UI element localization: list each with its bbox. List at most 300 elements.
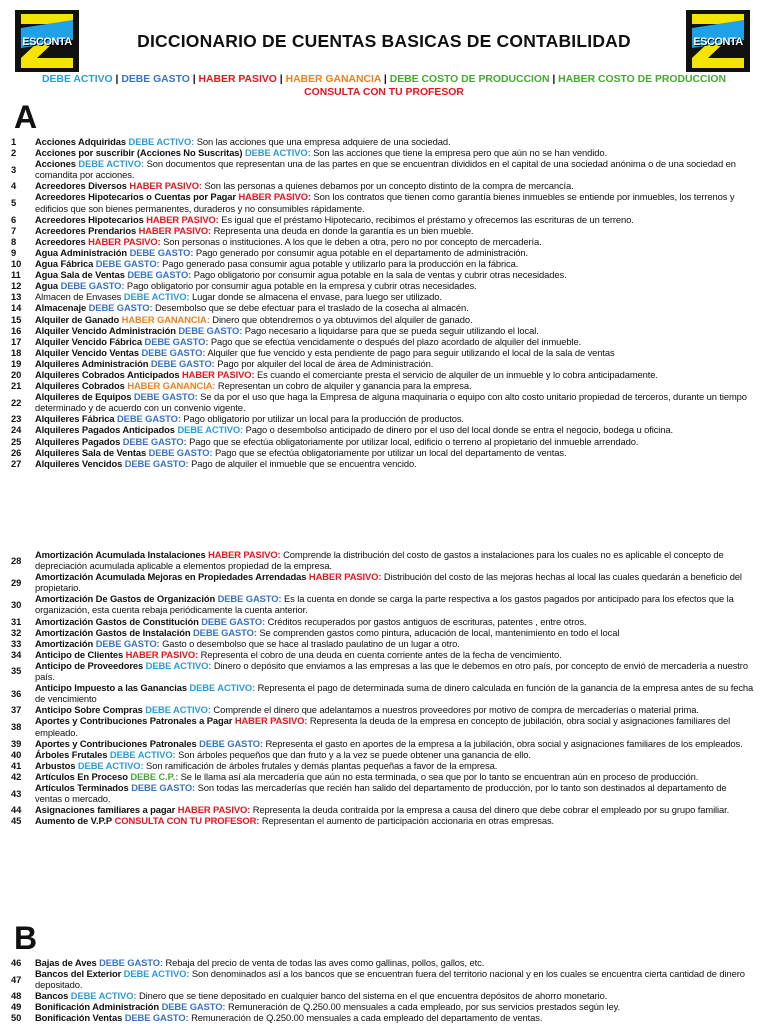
entry-definition: Remuneración de Q.250.00 mensuales a cada empleado, por sus servicios prestados según ley. (227, 1001, 621, 1013)
entry-category: DEBE ACTIVO: (145, 659, 212, 671)
entry-body (35, 804, 755, 815)
entry-number: 32 (11, 626, 22, 638)
entry-body (35, 180, 755, 191)
entry-row (0, 325, 768, 336)
entry-definition: Son denominados así a los bancos que se encuentran fuera del territorio nacional y en los cuales se encuentra cierta cantidad de dinero depositado. (35, 968, 745, 991)
category-legend (0, 73, 768, 99)
entry-definition: Distribución del costo de las mejoras hechas al local las cuales quedarán a beneficio del propietario. (35, 571, 742, 594)
entry-category: HABER PASIVO: (146, 213, 219, 225)
entry-term: Acciones por suscribir (Acciones No Suscritas) (35, 147, 243, 159)
entry-row (0, 236, 768, 247)
entry-category: HABER PASIVO: (88, 235, 161, 247)
entry-category: DEBE ACTIVO: (177, 424, 244, 436)
entry-row (0, 616, 768, 627)
entry-number: 46 (11, 957, 22, 968)
entry-term: Alquiler Vencido Ventas (35, 346, 139, 358)
entry-number: 42 (11, 770, 22, 782)
entry-row (0, 638, 768, 649)
entry-term: Bonificación Ventas (35, 1012, 123, 1024)
entry-category: HABER PASIVO: (238, 191, 311, 203)
entry-number: 8 (11, 235, 17, 247)
entry-definition: Son los contratos que tienen como garantía bienes inmuebles se entiende por inmuebles, los terrenos y edificios que son bienes permanentes, duraderos y no consumibles rápidamente. (35, 191, 735, 214)
legend-separator: | (383, 74, 387, 85)
legend-separator: | (279, 74, 283, 85)
entry-definition: Pago obligatorio por utilizar un local para la producción de productos. (183, 413, 464, 425)
entry-term: Arbustos (35, 759, 76, 771)
entry-definition: Son las personas a quienes debamos por un concepto distinto de la compra de mercancía. (204, 180, 574, 192)
entry-definition: Se le llama así ala mercadería que aún no esta terminada, o sea que por lo tanto se encuentran aún en proceso de producción. (180, 770, 699, 782)
entry-definition: Dinero que se tiene depositado en cualquier banco del sistema en el que encuentra depósitos de ahorro monetario. (138, 990, 608, 1002)
entry-category: DEBE GASTO: (217, 593, 282, 605)
entry-definition: Representan el aumento de participación accionaria en otras empresas. (261, 815, 555, 827)
entry-definition: Pago o desembolso anticipado de dinero por el uso del local donde se entra el negocio, bodega u oficina. (245, 424, 674, 436)
entry-category: DEBE GASTO: (95, 637, 160, 649)
entry-list-a-2 (0, 549, 768, 826)
entry-definition: Representa la deuda de la empresa en concepto de jubilación, obra social y asignaciones familiares del empleado. (35, 715, 731, 738)
entry-term: Acreedores (35, 235, 86, 247)
entry-term: Acciones (35, 158, 76, 170)
entry-term: Amortización Acumulada Instalaciones (35, 549, 206, 560)
entry-body (35, 738, 755, 749)
entry-definition: Representan un cobro de alquiler y ganancia para la empresa. (217, 380, 472, 392)
entry-body (35, 280, 755, 291)
entry-list-b-1 (0, 957, 768, 1024)
entry-category: HABER PASIVO: (125, 648, 199, 660)
entry-row (0, 649, 768, 660)
entry-number: 18 (11, 346, 22, 358)
entry-term: Agua (35, 280, 59, 292)
entry-category: DEBE GASTO: (144, 335, 209, 347)
entry-body (35, 236, 755, 247)
entry-row (0, 1001, 768, 1012)
legend-haber-ganancia: HABER GANANCIA (285, 74, 382, 85)
legend-line-1 (0, 73, 768, 86)
entry-category: DEBE ACTIVO: (70, 990, 137, 1002)
legend-separator: | (192, 74, 196, 85)
entry-definition: Comprende el dinero que adelantamos a nuestros proveedores por motivo de compra de mercaderías o material prima. (213, 704, 699, 716)
entry-term: Artículos Terminados (35, 781, 129, 793)
entry-row (0, 749, 768, 760)
entry-number: 1 (11, 136, 17, 147)
entry-term: Almacen de Envases (35, 291, 122, 303)
entry-definition: Son todas las mercaderías que recién han salido del departamento de producción, por lo tanto son destinados al departamento de ventas o mercado. (35, 781, 727, 805)
entry-definition: Es cuando el comerciante presta el servicio de alquiler de un inmueble y lo cobra anticipadamente. (257, 368, 658, 380)
entry-term: Anticipo Sobre Compras (35, 704, 143, 716)
entry-body (35, 424, 755, 435)
entry-number: 40 (11, 748, 22, 760)
entry-row (0, 738, 768, 749)
entry-category: HABER PASIVO: (208, 549, 281, 560)
entry-body (35, 291, 755, 302)
entry-number: 23 (11, 413, 22, 425)
entry-body (35, 347, 755, 358)
logo-text: ESCONTA (693, 36, 743, 48)
entry-category: DEBE ACTIVO: (128, 136, 195, 147)
entry-body (35, 214, 755, 225)
entry-term: Bonificación Administración (35, 1001, 160, 1013)
entry-definition: Es igual que el préstamo Hipotecario, recibimos el préstamo y ofrecemos las escrituras de un terreno. (221, 213, 634, 225)
entry-definition: Representa el pago de determinada suma de dinero calculada en función de la ganancia de la empresa antes de su fecha de vencimiento (35, 682, 754, 705)
entry-number: 7 (11, 224, 17, 236)
entry-term: Acreedores Prendarios (35, 224, 137, 236)
entry-body (35, 704, 755, 715)
entry-body (35, 269, 755, 280)
entry-category: DEBE GASTO: (178, 324, 243, 336)
entry-number: 35 (11, 665, 22, 677)
entry-category: DEBE GASTO: (161, 1001, 226, 1013)
entry-row (0, 380, 768, 391)
entry-category: DEBE GASTO: (124, 457, 189, 469)
entry-number: 2 (11, 147, 17, 159)
entry-term: Aportes y Contribuciones Patronales (35, 737, 197, 749)
entry-definition: Lugar donde se almacena el envase, para luego ser utilizado. (191, 291, 442, 303)
entry-row (0, 225, 768, 236)
entry-number: 34 (11, 648, 22, 660)
entry-definition: Pago generado pasa consumir agua potable y utilizarlo para la producción en la fábrica. (162, 258, 519, 270)
entry-body (35, 660, 755, 682)
entry-row (0, 180, 768, 191)
entry-category: DEBE ACTIVO: (78, 158, 145, 170)
entry-definition: Son árboles pequeños que dan fruto y a la vez se puede obtener una ganancia de ello. (178, 748, 531, 760)
entry-number: 15 (11, 313, 22, 325)
entry-term: Acciones Adquiridas (35, 136, 127, 147)
entry-term: Alquileres Cobrados (35, 380, 125, 392)
entry-category: DEBE GASTO: (141, 346, 206, 358)
entry-category: DEBE C.P.: (130, 770, 179, 782)
entry-definition: Representa el cobro de una deuda en cuenta corriente antes de la fecha de vencimiento. (200, 648, 562, 660)
entry-category: HABER GANANCIA: (127, 380, 216, 392)
entry-definition: Representa el gasto en aportes de la empresa a la jubilación, obra social y asignaciones familiares de los empleados. (265, 737, 743, 749)
entry-term: Amortización (35, 637, 94, 649)
entry-row (0, 660, 768, 682)
entry-term: Artículos En Proceso (35, 770, 128, 782)
entry-term: Alquiler Vencido Fábrica (35, 335, 143, 347)
entry-number: 11 (11, 269, 21, 281)
entry-definition: Remuneración de Q.250.00 mensuales a cada empleado del departamento de ventas. (191, 1012, 543, 1024)
entry-category: DEBE GASTO: (129, 246, 194, 258)
entry-category: DEBE GASTO: (193, 626, 257, 638)
entry-definition: Pago de alquiler el inmueble que se encuentra vencido. (191, 457, 417, 469)
entry-term: Alquileres Vencidos (35, 457, 123, 469)
entry-row (0, 715, 768, 737)
entry-body (35, 771, 755, 782)
entry-definition: Desembolso que se debe efectuar para el traslado de la cosecha al almacén. (155, 302, 469, 314)
entry-body (35, 682, 755, 704)
legend-haber-pasivo: HABER PASIVO (198, 74, 277, 85)
entry-body (35, 549, 755, 571)
entry-category: DEBE GASTO: (124, 1012, 189, 1024)
entry-number: 41 (11, 759, 22, 771)
entry-definition: Representa una deuda en donde la garantía es un bien mueble. (213, 224, 474, 236)
entry-term: Agua Administración (35, 246, 128, 258)
entry-category: DEBE GASTO: (60, 280, 125, 292)
entry-category: DEBE GASTO: (117, 413, 181, 425)
entry-body (35, 782, 755, 804)
entry-number: 16 (11, 324, 22, 336)
entry-definition: Pago necesario a liquidarse para que se pueda seguir utilizando el local. (244, 324, 539, 336)
entry-category: DEBE ACTIVO: (145, 704, 211, 716)
entry-category: DEBE GASTO: (127, 269, 192, 281)
entry-definition: Representa la deuda contraída por la empresa a causa del dinero que debe cobrar el empleado por su grupo familiar. (252, 804, 730, 816)
entry-category: HABER PASIVO: (138, 224, 212, 236)
entry-body (35, 627, 755, 638)
entry-row (0, 347, 768, 358)
entry-term: Bancos del Exterior (35, 968, 122, 980)
entry-body (35, 1012, 755, 1023)
entry-row (0, 990, 768, 1001)
entry-number: 17 (11, 335, 22, 347)
entry-definition: Pago obligatorio por consumir agua potable en la sala de ventas y cubrir otras necesidades. (193, 269, 567, 281)
legend-separator: | (115, 74, 119, 85)
entry-row (0, 247, 768, 258)
entry-body (35, 571, 755, 593)
entry-row (0, 413, 768, 424)
entry-row (0, 760, 768, 771)
entry-definition: Se da por el uso que haga la Empresa de alguna maquinaria o equipo con alto costo unitario propiedad de terceros, durante un tiempo determinado y de acuerdo con un convenio vigente. (35, 391, 747, 414)
entry-row (0, 571, 768, 593)
entry-row (0, 627, 768, 638)
entry-body (35, 147, 755, 158)
legend-debe-activo: DEBE ACTIVO (42, 74, 113, 85)
entry-category: DEBE GASTO: (199, 737, 263, 749)
entry-number: 27 (11, 457, 22, 469)
entry-body (35, 749, 755, 760)
entry-category: DEBE GASTO: (148, 446, 213, 458)
entry-body (35, 247, 755, 258)
entry-body (35, 314, 755, 325)
entry-number: 4 (11, 180, 17, 192)
entry-category: DEBE GASTO: (131, 781, 196, 793)
legend-haber-costo: HABER COSTO DE PRODUCCION (558, 74, 726, 85)
entry-row (0, 214, 768, 225)
entry-term: Alquileres Pagados (35, 435, 121, 447)
entry-term: Alquileres Fábrica (35, 413, 115, 425)
entry-category: DEBE GASTO: (99, 957, 163, 968)
entry-category: HABER PASIVO: (177, 804, 251, 816)
entry-body (35, 458, 755, 469)
entry-number: 10 (11, 258, 22, 270)
entry-body (35, 715, 755, 737)
entry-term: Acreedores Diversos (35, 180, 127, 192)
entry-definition: Se comprenden gastos como pintura, aducación de local, mantenimiento en todo el local (259, 626, 620, 638)
entry-body (35, 369, 755, 380)
entry-category: HABER GANANCIA: (121, 313, 210, 325)
entry-category: CONSULTA CON TU PROFESOR: (114, 815, 260, 827)
entry-row (0, 147, 768, 158)
entry-term: Alquileres Pagados Anticipados (35, 424, 175, 436)
entry-definition: Comprende la distribución del costo de gastos a instalaciones para los cuales no es aplicable el concepto de depreciación acumulada aplicable a elementos propiedad de la empresa. (35, 549, 724, 572)
entry-number: 43 (11, 787, 22, 799)
entry-term: Alquileres Sala de Ventas (35, 446, 147, 458)
entry-term: Aportes y Contribuciones Patronales a Pagar (35, 715, 233, 727)
legend-debe-gasto: DEBE GASTO (121, 74, 190, 85)
entry-body (35, 593, 755, 615)
entry-category: DEBE GASTO: (88, 302, 153, 314)
entry-term: Asignaciones familiares a pagar (35, 804, 176, 816)
entry-row (0, 369, 768, 380)
entry-body (35, 815, 755, 826)
entry-row (0, 191, 768, 213)
entry-body (35, 336, 755, 347)
entry-number: 39 (11, 737, 22, 749)
legend-debe-costo: DEBE COSTO DE PRODUCCION (389, 74, 550, 85)
entry-number: 3 (11, 163, 17, 175)
entry-term: Acreedores Hipotecarios (35, 213, 144, 225)
entry-definition: Son documentos que representan una de las partes en que se encuentran divididos en el capital de una sociedad anónima o de una sociedad en comandita por acciones. (35, 158, 736, 181)
entry-definition: Pago que se efectúa obligatoriamente por utilizar un local del departamento de ventas. (214, 446, 567, 458)
entry-number: 38 (11, 720, 22, 732)
entry-number: 9 (11, 246, 17, 258)
entry-row (0, 957, 768, 968)
entry-row (0, 447, 768, 458)
entry-number: 37 (11, 704, 22, 716)
entry-body (35, 968, 755, 990)
entry-number: 24 (11, 424, 22, 436)
entry-number: 44 (11, 804, 22, 816)
entry-body (35, 760, 755, 771)
entry-category: DEBE GASTO: (133, 391, 198, 403)
entry-term: Amortización Gastos de Instalación (35, 626, 191, 638)
entry-row (0, 269, 768, 280)
logo-text: ESCONTA (22, 36, 72, 48)
entry-body (35, 191, 755, 213)
entry-number: 33 (11, 637, 22, 649)
entry-row (0, 549, 768, 571)
entry-row (0, 291, 768, 302)
entry-definition: Son las acciones que tiene la empresa pero que aún no se han vendido. (313, 147, 607, 159)
entry-number: 21 (11, 380, 22, 392)
entry-number: 6 (11, 213, 17, 225)
entry-body (35, 436, 755, 447)
entry-number: 30 (11, 598, 22, 610)
entry-row (0, 771, 768, 782)
entry-row (0, 704, 768, 715)
entry-body (35, 258, 755, 269)
entry-body (35, 413, 755, 424)
entry-category: DEBE ACTIVO: (123, 968, 190, 980)
entry-number: 29 (11, 576, 22, 588)
entry-definition: Dinero que obtendremos o ya obtuvimos del alquiler de ganado. (212, 313, 473, 325)
entry-body (35, 302, 755, 313)
entry-number: 28 (11, 554, 22, 566)
entry-body (35, 638, 755, 649)
entry-body (35, 649, 755, 660)
entry-number: 12 (11, 280, 22, 292)
entry-definition: Es la cuenta en donde se carga la parte respectiva a los gastos pagados por anticipado para los efectos que la organización, esta cuenta rebaja periódicamente la cuenta anterior. (35, 593, 734, 616)
entry-term: Almacenaje (35, 302, 87, 314)
entry-body (35, 957, 755, 968)
entry-number: 14 (11, 302, 22, 314)
entry-category: HABER PASIVO: (234, 715, 308, 727)
entry-category: DEBE ACTIVO: (77, 759, 144, 771)
entry-term: Agua Fábrica (35, 258, 94, 270)
entry-body (35, 325, 755, 336)
entry-row (0, 302, 768, 313)
entry-number: 47 (11, 973, 22, 985)
entry-category: DEBE GASTO: (201, 615, 266, 627)
entry-row (0, 968, 768, 990)
entry-definition: Pago obligatorio por consumir agua potable en la empresa y cubrir otras necesidades. (126, 280, 477, 292)
entry-number: 50 (11, 1012, 22, 1024)
entry-category: DEBE ACTIVO: (109, 748, 176, 760)
entry-term: Amortización Gastos de Constitución (35, 615, 199, 627)
entry-number: 13 (11, 291, 22, 303)
entry-definition: Pago que se efectúa obligatoriamente por utilizar local, edificio o terreno al propietario del inmueble arrendado. (189, 435, 639, 447)
entry-row (0, 258, 768, 269)
entry-row (0, 280, 768, 291)
entry-row (0, 1012, 768, 1023)
entry-category: HABER PASIVO: (308, 571, 382, 583)
entry-category: HABER PASIVO: (129, 180, 202, 192)
entry-row (0, 436, 768, 447)
entry-category: DEBE GASTO: (95, 258, 160, 270)
entry-term: Anticipo de Clientes (35, 648, 124, 660)
entry-term: Anticipo Impuesto a las Ganancias (35, 682, 187, 694)
entry-row (0, 314, 768, 325)
entry-term: Alquiler Vencido Administración (35, 324, 176, 336)
entry-body (35, 380, 755, 391)
entry-term: Bajas de Aves (35, 957, 97, 968)
entry-number: 48 (11, 990, 22, 1002)
entry-number: 19 (11, 357, 22, 369)
entry-body (35, 158, 755, 180)
entry-body (35, 1001, 755, 1012)
entry-definition: Gasto o desembolso que se hace al traslado paulatino de un lugar a otro. (162, 637, 460, 649)
entry-row (0, 358, 768, 369)
entry-row (0, 593, 768, 615)
entry-row (0, 336, 768, 347)
entry-row (0, 136, 768, 147)
entry-category: DEBE GASTO: (150, 357, 215, 369)
entry-body (35, 616, 755, 627)
entry-category: DEBE ACTIVO: (244, 147, 311, 159)
entry-definition: Son las acciones que una empresa adquiere de una sociedad. (196, 136, 451, 147)
entry-number: 25 (11, 435, 22, 447)
page-title: DICCIONARIO DE CUENTAS BASICAS DE CONTABILIDAD (137, 31, 631, 51)
entry-number: 22 (11, 396, 22, 408)
entry-category: DEBE ACTIVO: (123, 291, 190, 303)
entry-term: Alquileres de Equipos (35, 391, 132, 403)
entry-term: Acreedores Hipotecarios o Cuentas por Pagar (35, 191, 236, 203)
entry-number: 5 (11, 197, 17, 209)
entry-row (0, 458, 768, 469)
entry-list-a-1 (0, 136, 768, 469)
section-letter-a: A (14, 99, 38, 135)
entry-row (0, 782, 768, 804)
entry-term: Agua Sala de Ventas (35, 269, 125, 281)
entry-term: Árboles Frutales (35, 748, 108, 760)
legend-consulta: CONSULTA CON TU PROFESOR (304, 87, 464, 98)
entry-body (35, 358, 755, 369)
entry-body (35, 391, 755, 413)
entry-definition: Alquiler que fue vencido y esta pendiente de pago para seguir utilizando el local de la sala de ventas (207, 346, 615, 358)
entry-definition: Pago que se efectúa vencidamente o después del plazo acordado de alquiler del inmueble. (210, 335, 582, 347)
entry-term: Alquileres Cobrados Anticipados (35, 368, 180, 380)
entry-category: DEBE GASTO: (122, 435, 187, 447)
entry-term: Amortización De Gastos de Organización (35, 593, 216, 605)
entry-term: Bancos (35, 990, 69, 1002)
entry-number: 36 (11, 687, 22, 699)
entry-term: Anticipo de Proveedores (35, 659, 144, 671)
entry-definition: Pago por alquiler del local de área de Administración. (217, 357, 434, 369)
entry-row (0, 682, 768, 704)
entry-definition: Rebaja del precio de venta de todas las aves como gallinas, pollos, gallos, etc. (165, 957, 485, 968)
entry-number: 45 (11, 815, 22, 827)
entry-row (0, 804, 768, 815)
entry-body (35, 225, 755, 236)
entry-definition: Créditos recuperados por gastos antiguos de escrituras, patentes , entre otros. (267, 615, 587, 627)
entry-definition: Pago generado por consumir agua potable en el departamento de administración. (195, 246, 529, 258)
